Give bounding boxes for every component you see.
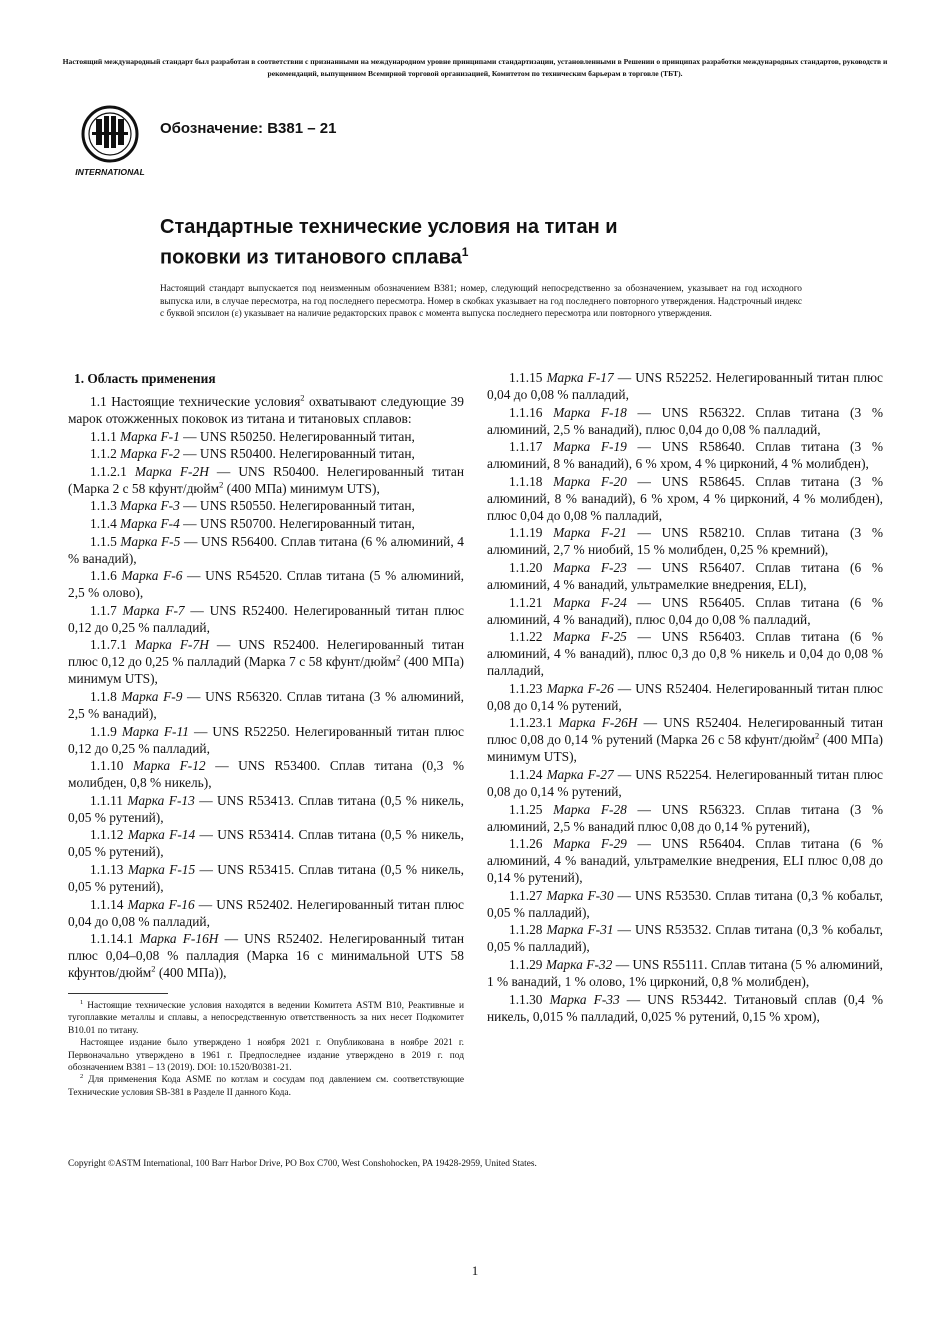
right-items-list — [487, 369, 883, 1025]
grade-item: 1.1.21 Марка F-24 — UNS R56405. Сплав титана (6 % алюминий, 4 % ванадий), плюс 0,04 до 0,08 % палладий, — [487, 594, 884, 627]
grade-item: 1.1.26 Марка F-29 — UNS R56404. Сплав титана (6 % алюминий, 4 % ванадий, ультрамелкие внедрения, ELI плюс 0,08 до 0,14 % рутений), — [487, 836, 884, 886]
grade-item: 1.1.6 Марка F-6 — UNS R54520. Сплав титана (5 % алюминий, 2,5 % олово), — [68, 568, 464, 601]
grade-item: 1.1.19 Марка F-21 — UNS R58210. Сплав титана (3 % алюминий, 2,7 % ниобий, 15 % молибден, 0,25 % кремний), — [487, 525, 884, 558]
grade-item: 1.1.7 Марка F-7 — UNS R52400. Нелегированный титан плюс 0,12 до 0,25 % палладий, — [68, 602, 464, 635]
grade-item: 1.1.10 Марка F-12 — UNS R53400. Сплав титана (0,3 % молибден, 0,8 % никель), — [68, 758, 464, 791]
footnotes — [68, 1000, 464, 1099]
title-footnote-ref: 1 — [461, 245, 469, 259]
international-standard-notice: Настоящий международный стандарт был разработан в соответствии с признанными на международном уровне принципами стандартизации, установленными в Решении о принципах разработки международных стандартов, руководств и рекомендаций, выпущенном Всемирной торговой организацией, Комитетом по техническим барьерам в торговле (ТБТ). — [62, 57, 888, 78]
grade-item: 1.1.4 Марка F-4 — UNS R50700. Нелегированный титан, — [90, 515, 415, 531]
grade-item: 1.1.24 Марка F-27 — UNS R52254. Нелегированный титан плюс 0,08 до 0,14 % рутений, — [487, 766, 883, 799]
grade-item: 1.1.16 Марка F-18 — UNS R56322. Сплав титана (3 % алюминий, 2,5 % ванадий), плюс 0,04 до 0,08 % палладий, — [487, 404, 884, 437]
grade-item: 1.1.3 Марка F-3 — UNS R50550. Нелегированный титан, — [90, 498, 415, 514]
grade-item: 1.1.12 Марка F-14 — UNS R53414. Сплав титана (0,5 % никель, 0,05 % рутений), — [68, 827, 464, 860]
grade-item: 1.1.14 Марка F-16 — UNS R52402. Нелегированный титан плюс 0,04 до 0,08 % палладий, — [68, 896, 464, 929]
footnote-1: $^1$ Настоящие технические условия находятся в ведении Комитета ASTM B10, Реактивные и тугоплавкие металлы и сплавы, а непосредственную ответственность за них несет Подкомитет B10.01 по титану. — [68, 998, 464, 1036]
grade-item: 1.1.20 Марка F-23 — UNS R56407. Сплав титана (6 % алюминий, 4 % ванадий, ультрамелкие внедрения, ELI), — [487, 559, 884, 592]
grade-item: 1.1.2 Марка F-2 — UNS R50400. Нелегированный титан, — [90, 446, 415, 462]
abstract: Настоящий стандарт выпускается под неизменным обозначением B381; номер, следующий непосредственно за обозначением, указывает на год исходного выпуска или, в случае пересмотра, на год последнего пересмотра. Номер в скобках указывает на год последнего повторного утверждения. Надстрочный индекс с буквой эпсилон (ε) указывает на наличие редакторских правок с момента выпуска последнего пересмотра или повторного утверждения. — [160, 284, 802, 320]
grade-item: 1.1.5 Марка F-5 — UNS R56400. Сплав титана (6 % алюминий, 4 % ванадий), — [68, 533, 464, 566]
scope-intro: 1.1 Настоящие технические условия$^2$ охватывают следующие 39 марок отожженных поковок из титана и титановых сплавов: — [68, 392, 464, 426]
grade-item: 1.1.29 Марка F-32 — UNS R55111. Сплав титана (5 % алюминий, 1 % ванадий, 1 % олово, 1% цирконий, 0,8 % молибден), — [487, 956, 884, 989]
section-heading: 1. Область применения — [74, 371, 216, 386]
footnote-divider — [68, 993, 168, 994]
left-items-list — [68, 428, 464, 982]
designation: Обозначение: B381 – 21 — [160, 120, 337, 137]
grade-item: 1.1.18 Марка F-20 — UNS R58645. Сплав титана (3 % алюминий, 8 % ванадий), 6 % хром, 4 % цирконий, 4 % молибден), плюс 0,04 до 0,08 % палладий, — [487, 473, 884, 523]
grade-item: 1.1.8 Марка F-9 — UNS R56320. Сплав титана (3 % алюминий, 2,5 % ванадий), — [68, 688, 464, 721]
right-column — [487, 369, 883, 1025]
grade-item: 1.1.23.1 Марка F-26H — UNS R52404. Нелегированный титан плюс 0,08 до 0,14 % рутений (Марка 26 с 58 кфунт/дюйм$^2$ (400 МПа) минимум UTS), — [487, 715, 883, 765]
title-line-1: Стандартные технические условия на титан и — [160, 216, 618, 238]
grade-item: 1.1.1 Марка F-1 — UNS R50250. Нелегированный титан, — [90, 428, 415, 444]
grade-item: 1.1.7.1 Марка F-7H — UNS R52400. Нелегированный титан плюс 0,12 до 0,25 % палладий (Марка 7 с 58 кфунт/дюйм$^2$ (400 МПа) минимум UTS), — [68, 637, 464, 687]
grade-item: 1.1.15 Марка F-17 — UNS R52252. Нелегированный титан плюс 0,04 до 0,08 % палладий, — [487, 370, 883, 402]
copyright: Copyright ©ASTM International, 100 Barr Harbor Drive, PO Box C700, West Conshohocken, PA 19428-2959, United States. — [68, 1159, 537, 1169]
footnote-2: $^2$ Для применения Кода ASME по котлам и сосудам под давлением см. соответствующие Технические условия SB-381 в Разделе II данного Кода. — [68, 1073, 464, 1098]
astm-logo-icon — [66, 104, 154, 178]
logo-subtitle: INTERNATIONAL — [75, 167, 145, 177]
left-column — [68, 370, 464, 982]
grade-item: 1.1.25 Марка F-28 — UNS R56323. Сплав титана (3 % алюминий, 2,5 % ванадий плюс 0,08 до 0,14 % рутений), — [487, 801, 884, 834]
document-title — [160, 215, 800, 271]
grade-item: 1.1.27 Марка F-30 — UNS R53530. Сплав титана (0,3 % кобальт, 0,05 % палладий), — [487, 887, 883, 920]
grade-item: 1.1.28 Марка F-31 — UNS R53532. Сплав титана (0,3 % кобальт, 0,05 % палладий), — [487, 922, 883, 955]
title-line-2: поковки из титанового сплава — [160, 246, 462, 269]
grade-item: 1.1.22 Марка F-25 — UNS R56403. Сплав титана (6 % алюминий, 4 % ванадий), плюс 0,3 до 0,8 % никель и 0,04 до 0,08 % палладий, — [487, 629, 884, 679]
grade-item: 1.1.11 Марка F-13 — UNS R53413. Сплав титана (0,5 % никель, 0,05 % рутений), — [68, 792, 465, 825]
footnote-1-edition: Настоящее издание было утверждено 1 ноября 2021 г. Опубликована в ноябре 2021 г. Первоначально утверждено в 1961 г. Предпоследнее издание утверждено в 2019 г. под обозначением B381 – 13 (2019). DOI: 10.1520/B0381-21. — [68, 1038, 464, 1074]
grade-item: 1.1.23 Марка F-26 — UNS R52404. Нелегированный титан плюс 0,08 до 0,14 % рутений, — [487, 680, 883, 713]
grade-item: 1.1.9 Марка F-11 — UNS R52250. Нелегированный титан плюс 0,12 до 0,25 % палладий, — [68, 723, 464, 756]
grade-item: 1.1.17 Марка F-19 — UNS R58640. Сплав титана (3 % алюминий, 8 % ванадий), 6 % хром, 4 % цирконий, 4 % молибден), — [487, 439, 884, 472]
grade-item: 1.1.13 Марка F-15 — UNS R53415. Сплав титана (0,5 % никель, 0,05 % рутений), — [68, 861, 464, 894]
grade-item: 1.1.14.1 Марка F-16H — UNS R52402. Нелегированный титан плюс 0,04–0,08 % палладия (Марка 16 с минимальной UTS 58 кфунтов/дюйм$^2$ (400 МПа)), — [68, 931, 464, 981]
grade-item: 1.1.30 Марка F-33 — UNS R53442. Титановый сплав (0,4 % никель, 0,015 % палладий, 0,025 % рутений, 0,15 % хром), — [487, 991, 883, 1024]
grade-item: 1.1.2.1 Марка F-2H — UNS R50400. Нелегированный титан (Марка 2 с 58 кфунт/дюйм$^2$ (400 МПа) минимум UTS), — [68, 463, 464, 496]
page-number: 1 — [471, 1263, 479, 1278]
